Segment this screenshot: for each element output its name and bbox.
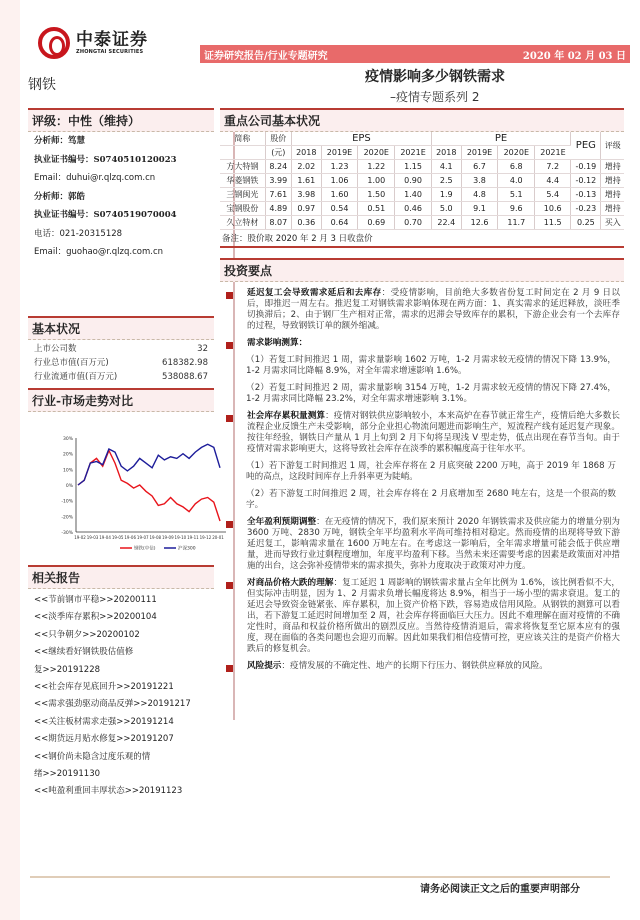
legend-label: 钢铁(中信)	[134, 546, 156, 552]
year-header: 2019E	[461, 146, 498, 160]
company-value: 0.51	[358, 202, 395, 216]
point-text: ：复工延迟 1 周影响的钢铁需求量占全年比例为 1.6%，该比例看似不大，但实际冲击明显，因为 1、2 月需求负增长幅度将达 8.9%，相当于一场小型的需求衰退。复工的延迟会导致资金链紧张、库存累积，加上资产价格下跌，容易造成信用风险。从钢铁的测算可以看出，若下游复工延迟时间增加至 2 周，社会库存将面临巨大压力。因此不难理解在面对疫情的不确定性时，商品和权益价格所做出的剧烈反应。当然待疫情消退后，需求将恢复至它原本应有的强度，现在面临的各类问题也会迎刃而解。因此如果我们相信疫情可控，更应该关注的是资产价格大跌后的修复机会。	[247, 578, 620, 654]
point-title: 社会库存累积量测算	[247, 411, 326, 421]
company-value: 1.06	[321, 174, 358, 188]
point-item	[220, 661, 624, 672]
year-header: 2020E	[498, 146, 535, 160]
company-name: 三钢闽光	[220, 188, 265, 202]
investment-points	[220, 258, 624, 672]
zhongtai-logo-icon	[38, 27, 70, 59]
point-title: 全年盈利预期调整	[247, 517, 317, 527]
company-name: 华菱钢铁	[220, 174, 265, 188]
company-value: 5.0	[431, 202, 461, 216]
company-value: 9.6	[498, 202, 535, 216]
company-value: -0.19	[571, 160, 601, 174]
report-type-banner	[200, 45, 630, 63]
x-tick-label: 19-10	[174, 535, 187, 540]
related-report-link[interactable]: <<吨盈利重回丰厚状态>>20191123	[34, 786, 183, 797]
analyst-info-line[interactable]: Email：duhui@r.qlzq.com.cn	[34, 173, 156, 183]
company-name: 方大特钢	[220, 160, 265, 174]
company-value: 4.8	[461, 188, 498, 202]
report-date: 2020 年 02 月 03 日	[522, 50, 626, 62]
analyst-info-line: 分析师：笃慧	[34, 136, 86, 146]
related-report-link[interactable]: <<关注板材需求走强>>20191214	[34, 716, 174, 727]
company-value: 10.6	[535, 202, 571, 216]
year-header: 2020E	[358, 146, 395, 160]
x-tick-label: 19-05	[111, 535, 124, 540]
point-item	[220, 578, 624, 655]
company-value: 3.98	[291, 188, 321, 202]
company-value: 7.2	[535, 160, 571, 174]
company-value: 8.07	[265, 216, 291, 230]
basics-value: 538088.67	[162, 371, 208, 382]
company-value: 4.89	[265, 202, 291, 216]
related-report-link[interactable]: <<需求强劲驱动商品反弹>>20191217	[34, 699, 191, 710]
company-value: 11.7	[498, 216, 535, 230]
points-heading: 投资要点	[220, 258, 624, 282]
legend-label: 沪深300	[178, 546, 196, 552]
company-value: 22.4	[431, 216, 461, 230]
company-value: 0.70	[395, 216, 432, 230]
company-value: 1.15	[395, 160, 432, 174]
point-text: ：疫情对钢铁供应影响较小，本来高炉在春节就正常生产，疫情后绝大多数长流程企业反馈生产未受影响，部分企业担心物流问题进而影响生产，短流程产线有延迟复产现象。按往年经验，钢铁日产量从 1 月上旬到 2 月下旬将呈现浅 V 型走势，低点出现在春节当旬。由于疫情对需求影响更大，这将导致社会库存在淡季的累积幅度高于往年水平。	[247, 411, 620, 454]
col-pe: PE	[431, 132, 570, 146]
company-row	[220, 160, 624, 174]
col-name: 简称	[220, 132, 265, 146]
company-name: 久立特材	[220, 216, 265, 230]
related-report-link[interactable]: 复>>20191228	[34, 664, 101, 675]
x-tick-label: 19-03	[86, 535, 99, 540]
point-paragraph: （2）若复工时间推迟 2 周，需求量影响 3154 万吨，1-2 月需求较无疫情的情况下降 27.4%，1-2 月需求同比降幅 23.2%，对全年需求增速影响 3.1%。	[246, 383, 616, 404]
y-tick-label: 10%	[62, 468, 73, 474]
company-value: 4.0	[498, 174, 535, 188]
company-value: 6.8	[498, 160, 535, 174]
bullet-icon	[226, 582, 233, 589]
bullet-icon	[226, 415, 233, 422]
company-value: 5.4	[535, 188, 571, 202]
trend-heading: 行业-市场走势对比	[28, 388, 214, 412]
industry-label: 钢铁	[28, 77, 56, 93]
related-report-link[interactable]: <<只争朝夕>>20200102	[34, 629, 140, 640]
basics-label: 行业总市值(百万元)	[34, 357, 109, 368]
company-value: 2.5	[431, 174, 461, 188]
col-eps: EPS	[291, 132, 431, 146]
related-report-link[interactable]: 绪>>20191130	[34, 769, 101, 780]
company-rating: 增持	[601, 160, 624, 174]
y-tick-label: 30%	[62, 437, 73, 442]
company-value: 9.1	[461, 202, 498, 216]
x-tick-label: 19-11	[187, 535, 199, 540]
company-value: 0.36	[291, 216, 321, 230]
series-line-steel	[78, 451, 220, 522]
basics-label: 上市公司数	[34, 343, 77, 354]
bullet-icon	[226, 665, 233, 672]
company-value: 11.5	[535, 216, 571, 230]
bullet-icon	[226, 521, 233, 528]
point-text: ：疫情发展的不确定性、地产的长期下行压力、钢铁供应释放的风险。	[281, 661, 548, 671]
bullet-icon	[226, 292, 233, 299]
report-page	[20, 0, 640, 920]
company-value: 5.1	[498, 188, 535, 202]
year-header: 2018	[291, 146, 321, 160]
company-value: 0.64	[321, 216, 358, 230]
company-value: 1.40	[395, 188, 432, 202]
report-title: 疫情影响多少钢铁需求	[365, 69, 505, 85]
companies-table	[220, 132, 624, 230]
company-value: 6.7	[461, 160, 498, 174]
company-value: 1.60	[321, 188, 358, 202]
x-tick-label: 19-12	[199, 535, 212, 540]
report-type: 证券研究报告/行业专题研究	[204, 50, 328, 62]
x-tick-label: 20-01	[212, 535, 224, 540]
footer-divider	[30, 876, 610, 878]
point-item	[220, 411, 624, 455]
company-value: 0.97	[291, 202, 321, 216]
company-value: 4.1	[431, 160, 461, 174]
company-value: 1.50	[358, 188, 395, 202]
y-tick-label: -10%	[61, 499, 73, 505]
related-heading: 相关报告	[28, 565, 214, 589]
analyst-info-line: 执业证书编号：S0740510120023	[34, 154, 177, 165]
series-line-hs300	[78, 444, 220, 485]
basics-value: 32	[197, 343, 208, 354]
company-value: 2.02	[291, 160, 321, 174]
y-tick-label: 20%	[62, 452, 73, 458]
company-value: 4.4	[535, 174, 571, 188]
company-rating: 买入	[601, 216, 624, 230]
company-value: 8.24	[265, 160, 291, 174]
footer-disclaimer: 请务必阅读正文之后的重要声明部分	[420, 884, 580, 895]
basics-row	[28, 370, 214, 384]
point-text: ：受疫情影响，目前绝大多数省份复工时间定在 2 月 9 日以后，即推迟一周左右。推迟复工对钢铁需求影响体现在两方面：1、真实需求的延迟释放，淡旺季切换滞后；2、由于钢厂生产相对正常，需求的迟滞会导致库存的累积，下游企业会有一个去库存的过程，导致钢铁订单的额外缩减。	[247, 288, 620, 331]
year-header: 2019E	[321, 146, 358, 160]
right-column	[220, 108, 624, 672]
company-value: 1.61	[291, 174, 321, 188]
related-report-link[interactable]: <<社会库存见底回升>>20191221	[34, 682, 174, 693]
companies-heading: 重点公司基本状况	[220, 108, 624, 132]
related-report-link[interactable]: <<淡季库存累积>>20200104	[34, 612, 157, 623]
year-header: 2021E	[535, 146, 571, 160]
point-title: 对商品价格大跌的理解	[247, 578, 334, 588]
company-row	[220, 174, 624, 188]
company-value: 1.22	[358, 160, 395, 174]
company-logo	[38, 27, 148, 59]
logo-english-name: ZHONGTAI SECURITIES	[76, 49, 144, 55]
y-tick-label: 0%	[65, 484, 73, 489]
related-report-link[interactable]: <<期货远月贴水修复>>20191207	[34, 734, 174, 745]
basics-row	[28, 342, 214, 356]
basics-heading: 基本状况	[28, 316, 214, 340]
y-tick-label: -30%	[61, 531, 73, 536]
bullet-icon	[226, 342, 233, 349]
company-value: 3.8	[461, 174, 498, 188]
related-reports	[28, 565, 214, 801]
analyst-info-line: 分析师：郭皓	[34, 191, 86, 202]
x-tick-label: 19-07	[136, 535, 149, 540]
x-tick-label: 19-09	[162, 535, 174, 540]
table-note: 备注：股价取 2020 年 2 月 3 日收盘价	[220, 230, 624, 248]
analyst-info	[28, 132, 214, 262]
company-value: -0.13	[571, 188, 601, 202]
analyst-info-line[interactable]: Email：guohao@r.qlzq.com.cn	[34, 247, 164, 257]
company-rating: 增持	[601, 174, 624, 188]
year-header: 2021E	[395, 146, 432, 160]
company-value: 0.69	[358, 216, 395, 230]
point-item	[220, 517, 624, 572]
col-name-sub	[220, 146, 265, 160]
col-price: 股价	[265, 132, 291, 146]
year-header: 2018	[431, 146, 461, 160]
rating-heading: 评级：中性（维持）	[28, 108, 214, 132]
company-value: 0.90	[395, 174, 432, 188]
company-row	[220, 188, 624, 202]
company-row	[220, 202, 624, 216]
point-item	[220, 338, 624, 349]
company-value: 0.54	[321, 202, 358, 216]
col-price-unit: (元)	[265, 146, 291, 160]
point-paragraph: （1）若复工时间推迟 1 周，需求量影响 1602 万吨，1-2 月需求较无疫情的情况下降 13.9%，1-2 月需求同比降幅 8.9%，对全年需求增速影响 1.6%。	[246, 355, 616, 376]
point-text: ：在无疫情的情况下，我们原来预计 2020 年钢铁需求及供应能力的增量分别为 3600 万吨、2830 万吨，钢铁全年平均盈利水平尚可维持相对稳定。然而疫情的出现将导致下游延迟复工，影响需求量在 1600 万吨左右。在考虑这一影响后，全年需求增量可能会低于供应增量，进而导致行业过剩程度增加，年度平均盈利下移。当然未来还需要考虑的因素是政策面对冲措施的出台，这会弥补疫情带来的需求损失，弥补力度取决于政策对冲力度。	[247, 517, 620, 571]
company-value: 1.9	[431, 188, 461, 202]
logo-chinese-name: 中泰证券	[76, 30, 148, 50]
basics-table	[28, 340, 214, 384]
analyst-info-line: 电话：021-20315128	[34, 228, 123, 239]
col-peg: PEG	[571, 132, 601, 160]
x-tick-label: 19-08	[149, 535, 162, 540]
related-report-link[interactable]: <<继续看好钢铁股估值修	[34, 647, 134, 658]
point-title: 风险提示	[247, 661, 282, 671]
company-value: 3.99	[265, 174, 291, 188]
company-value: 0.25	[571, 216, 601, 230]
company-rating: 增持	[601, 188, 624, 202]
trend-chart-svg	[50, 432, 230, 554]
company-value: 7.61	[265, 188, 291, 202]
point-item	[220, 288, 624, 332]
related-report-link[interactable]: <<钢价尚未隐含过度乐观的情	[34, 751, 151, 762]
company-value: 1.23	[321, 160, 358, 174]
x-tick-label: 19-02	[74, 535, 86, 540]
y-tick-label: -20%	[61, 515, 73, 521]
x-tick-label: 19-06	[124, 535, 136, 540]
point-paragraph: （1）若下游复工时间推迟 1 周，社会库存将在 2 月底突破 2200 万吨，高于 2019 年 1868 万吨的高点，这段时间库存上升斜率更为陡峭。	[246, 461, 616, 482]
col-rating: 评级	[601, 132, 624, 160]
industry-market-chart	[50, 432, 230, 554]
left-column	[28, 108, 214, 412]
point-title: 需求影响测算：	[247, 338, 308, 348]
company-rating: 增持	[601, 202, 624, 216]
basics-value: 618382.98	[162, 357, 208, 368]
point-title: 延迟复工会导致需求延后和去库存	[247, 288, 382, 298]
company-value: -0.23	[571, 202, 601, 216]
point-paragraph: （2）若下游复工时间推迟 2 周，社会库存将在 2 月底增加至 2680 吨左右，这是一个很高的数字。	[246, 489, 616, 510]
company-row	[220, 216, 624, 230]
company-value: -0.12	[571, 174, 601, 188]
company-value: 1.00	[358, 174, 395, 188]
related-report-link[interactable]: <<节前钢市平稳>>20200111	[34, 595, 157, 605]
basics-row	[28, 356, 214, 370]
company-name: 宝钢股份	[220, 202, 265, 216]
company-value: 12.6	[461, 216, 498, 230]
company-value: 0.46	[395, 202, 432, 216]
x-tick-label: 19-04	[99, 535, 111, 540]
report-subtitle: –疫情专题系列 2	[390, 90, 480, 104]
basics-label: 行业流通市值(百万元)	[34, 371, 118, 382]
analyst-info-line: 执业证书编号：S0740519070004	[34, 210, 177, 220]
